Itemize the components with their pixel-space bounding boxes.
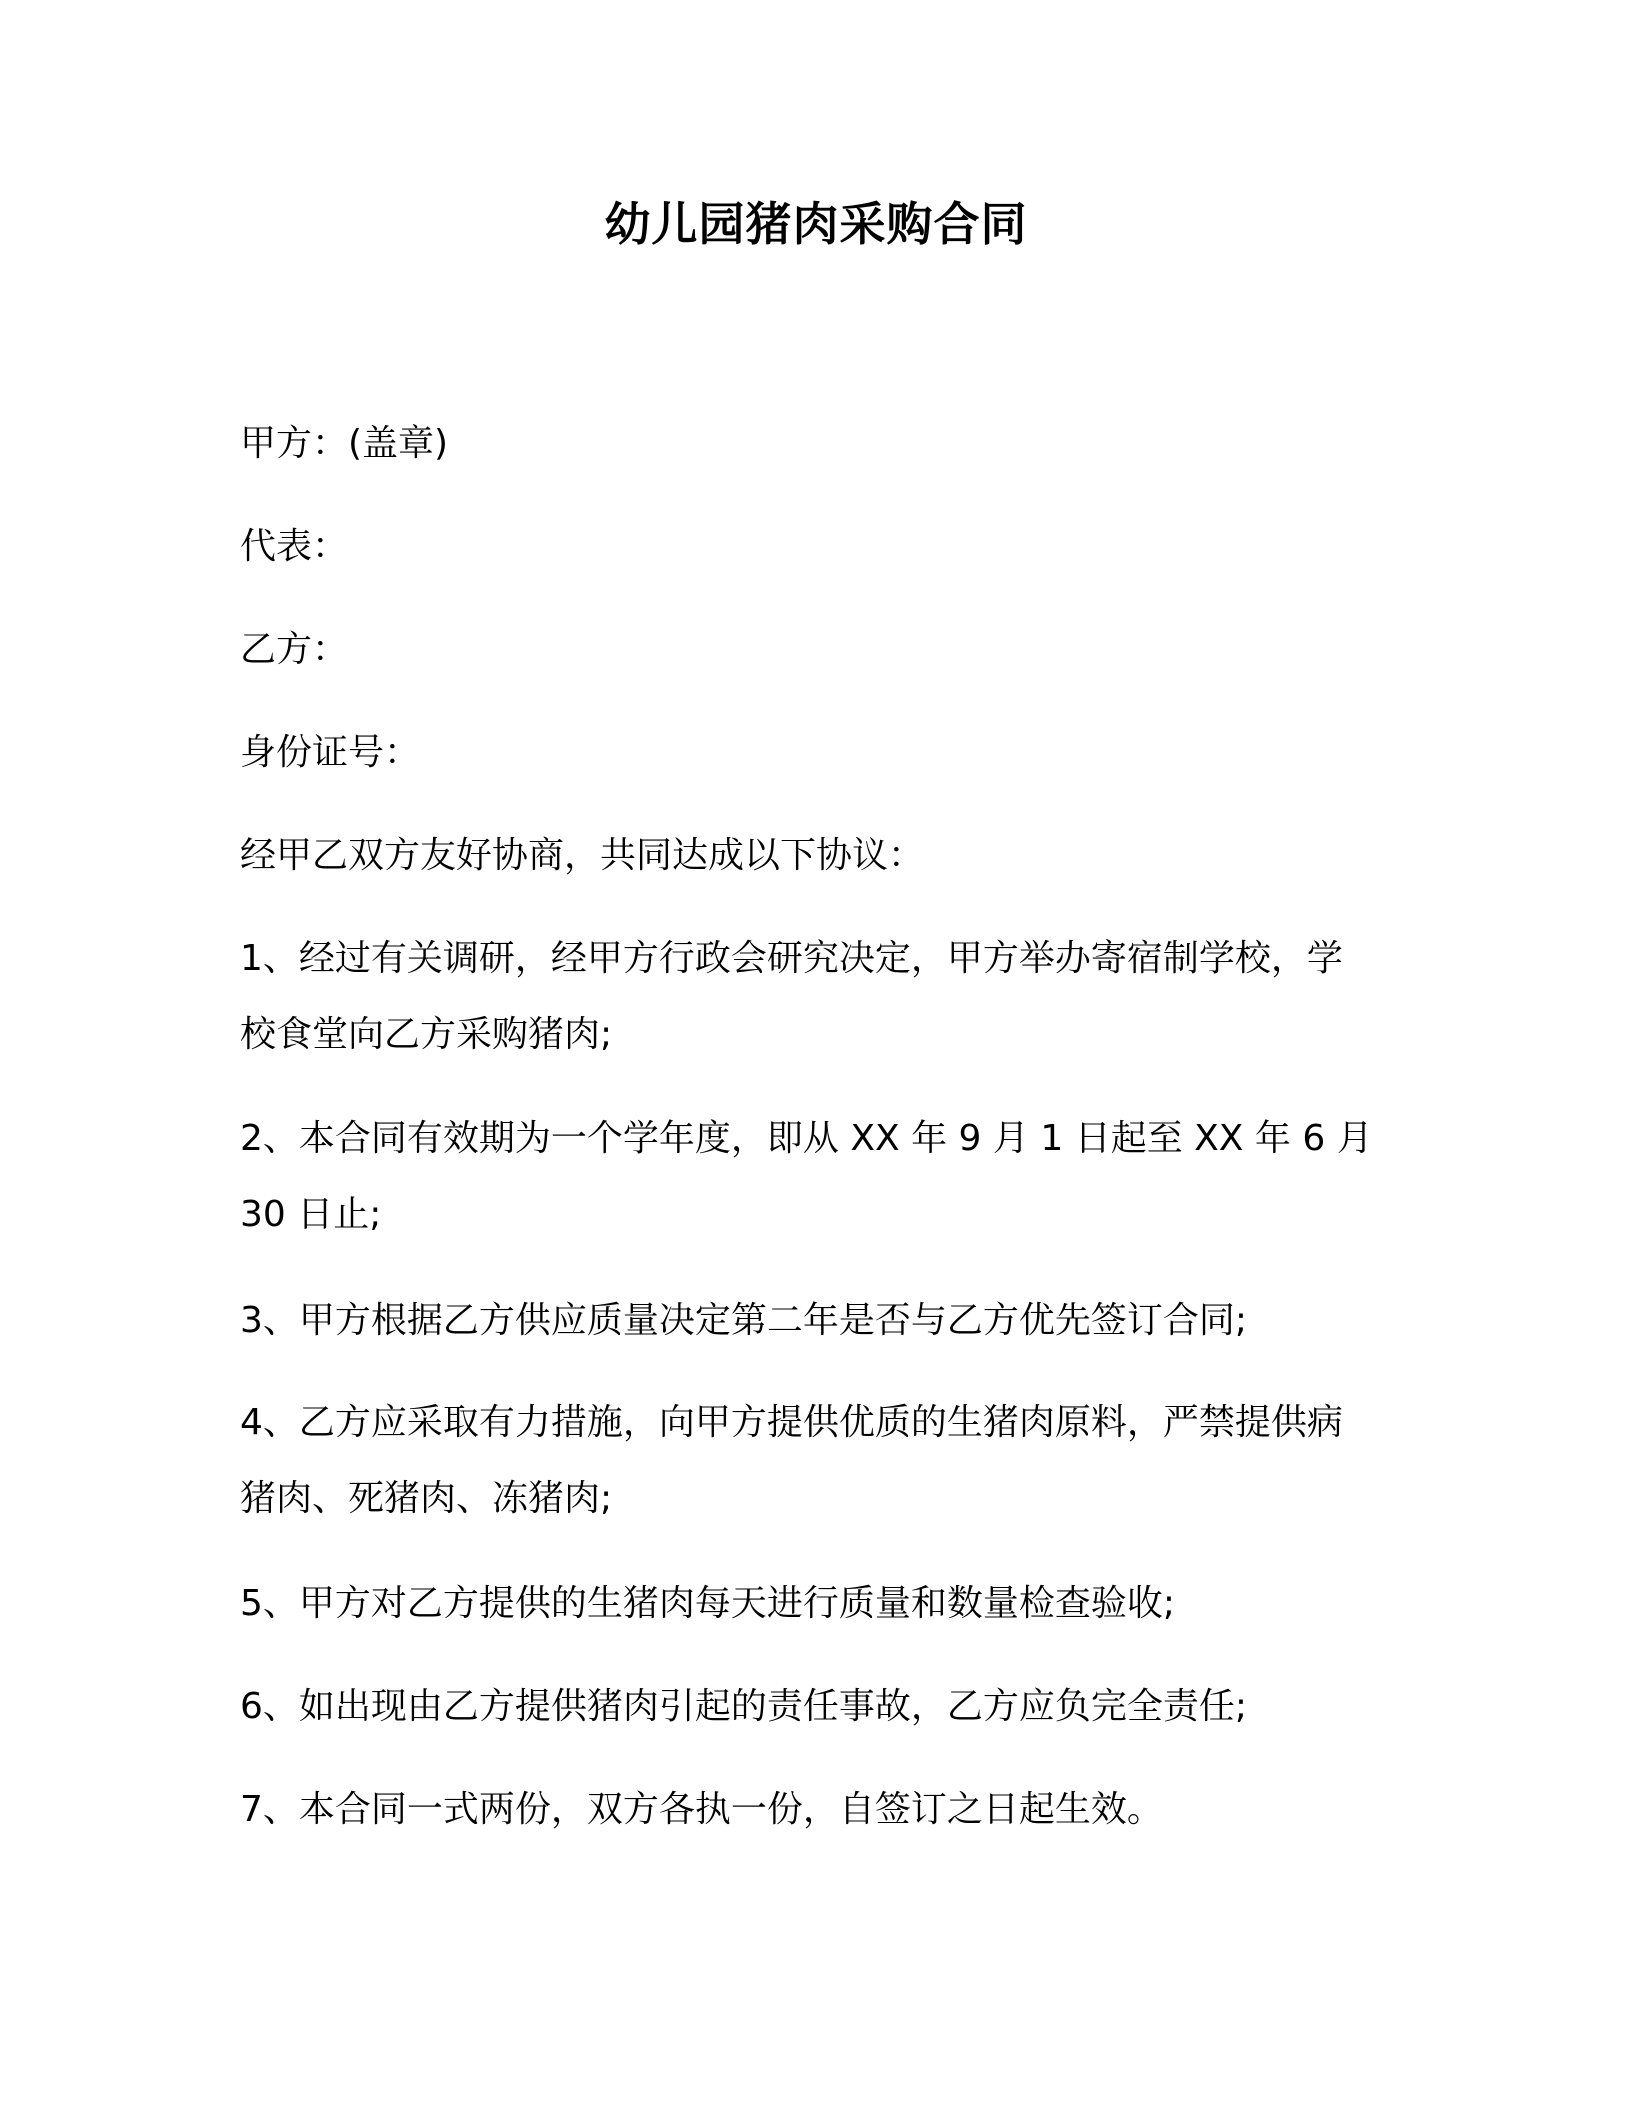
clause-2-line-2: 30 日止; [240, 1194, 382, 1235]
document-title: 幼儿园猪肉采购合同 [604, 197, 1028, 251]
clause-1-line-1: 1、经过有关调研，经甲方行政会研究决定，甲方举办寄宿制学校，学 [240, 938, 1343, 979]
field-id-number: 身份证号： [240, 732, 421, 773]
clause-3: 3、甲方根据乙方供应质量决定第二年是否与乙方优先签订合同; [240, 1300, 1248, 1341]
clause-7: 7、本合同一式两份，双方各执一份，自签订之日起生效。 [240, 1789, 1163, 1830]
clause-2-line-1: 2、本合同有效期为一个学年度，即从 XX 年 9 月 1 日起至 XX 年 6 月 [240, 1118, 1373, 1159]
clause-4-line-2: 猪肉、死猪肉、冻猪肉; [240, 1478, 613, 1519]
field-party-a: 甲方：(盖章) [240, 423, 449, 464]
agreement-intro: 经甲乙双方友好协商，共同达成以下协议： [240, 835, 925, 876]
clause-5: 5、甲方对乙方提供的生猪肉每天进行质量和数量检查验收; [240, 1583, 1176, 1624]
field-party-b: 乙方： [240, 629, 349, 670]
clause-4 [240, 1385, 1390, 1537]
clause-2 [240, 1101, 1390, 1253]
clause-1-line-2: 校食堂向乙方采购猪肉; [240, 1014, 613, 1055]
clause-1 [240, 921, 1390, 1073]
clause-6: 6、如出现由乙方提供猪肉引起的责任事故，乙方应负完全责任; [240, 1686, 1248, 1727]
field-representative: 代表： [240, 526, 349, 567]
clause-4-line-1: 4、乙方应采取有力措施，向甲方提供优质的生猪肉原料，严禁提供病 [240, 1402, 1343, 1443]
